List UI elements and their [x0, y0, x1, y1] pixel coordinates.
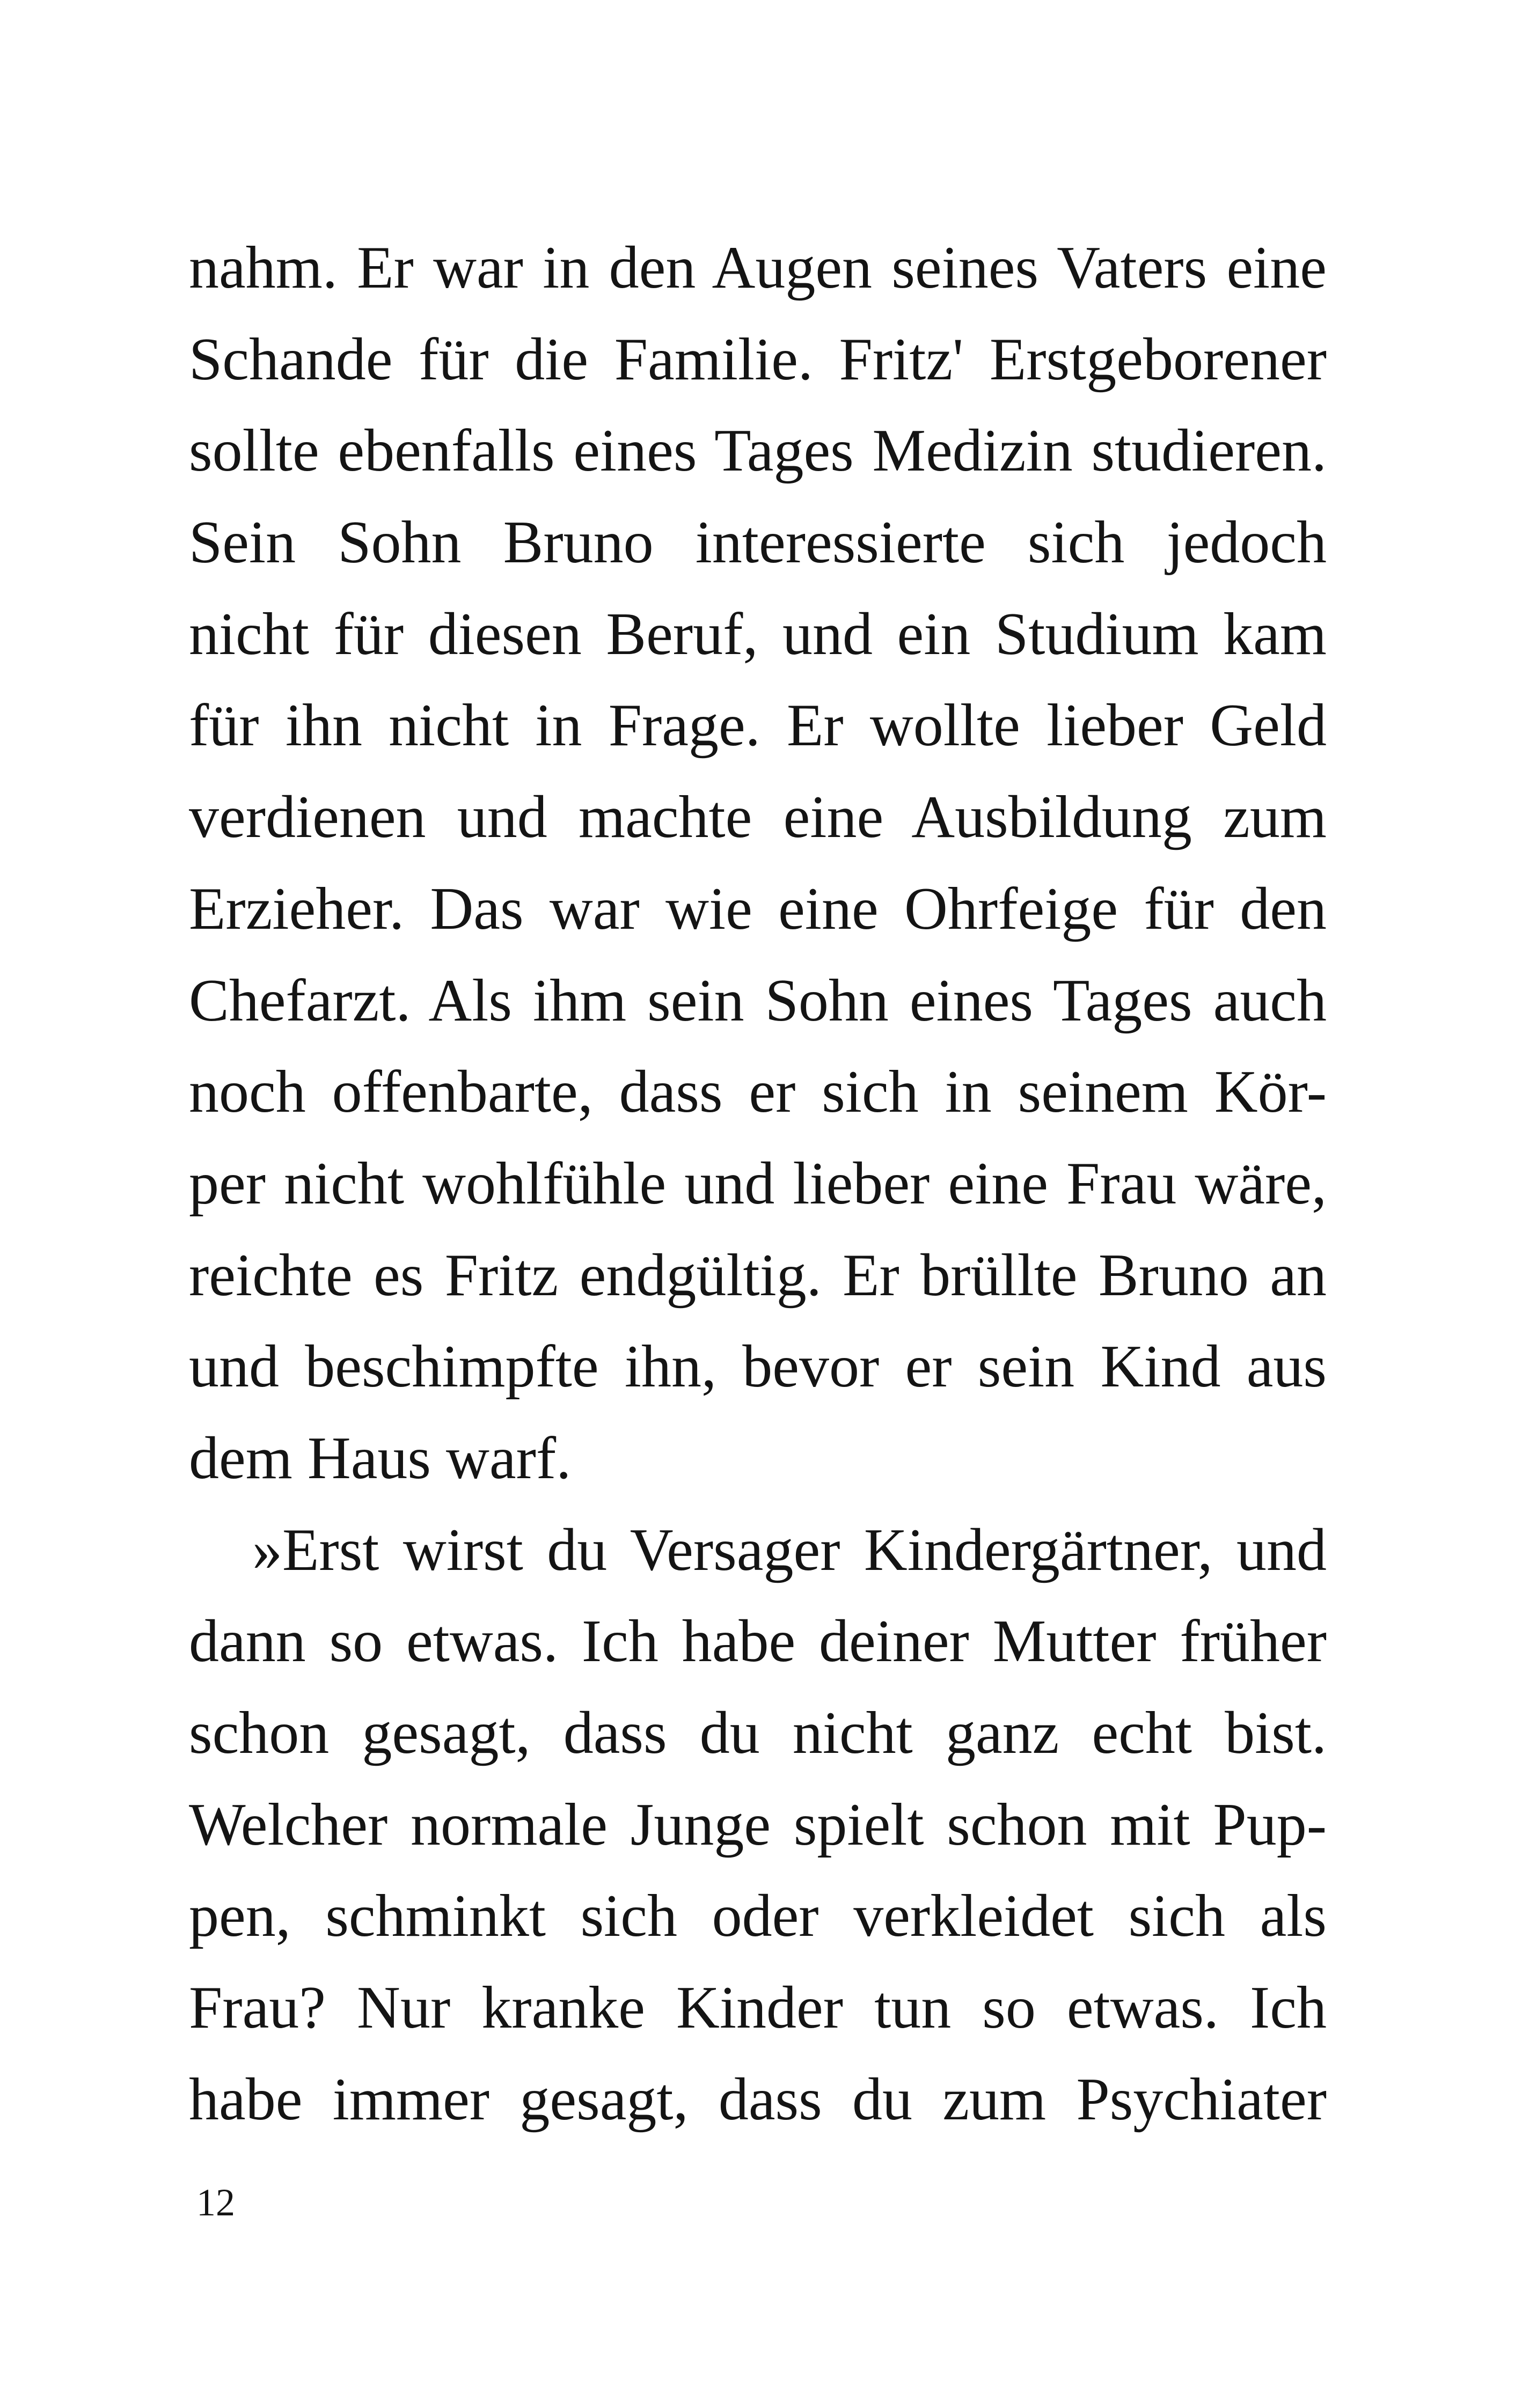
text-line: Frau? Nur kranke Kinder tun so etwas. Ich [189, 1974, 1327, 2042]
text-line: und beschimpfte ihn, bevor er sein Kind aus [189, 1333, 1327, 1400]
paragraph-1 [189, 222, 1327, 1504]
paragraph-2 [189, 1504, 1327, 2146]
text-line: habe immer gesagt, dass du zum Psychiater [189, 2066, 1327, 2133]
text-line-last: dem Haus warf. [189, 1425, 572, 1492]
text-line: nicht für diesen Beruf, und ein Studium kam [189, 600, 1327, 667]
text-line: schon gesagt, dass du nicht ganz echt bist. [189, 1700, 1327, 1766]
text-line: reichte es Fritz endgültig. Er brüllte Bruno an [189, 1242, 1327, 1309]
text-line: Welcher normale Junge spielt schon mit Pup- [189, 1791, 1327, 1858]
text-line: Schande für die Familie. Fritz' Erstgeborener [189, 326, 1327, 393]
body-text [189, 222, 1327, 2145]
text-line: Sein Sohn Bruno interessierte sich jedoch [189, 509, 1327, 576]
text-line: nahm. Er war in den Augen seines Vaters eine [189, 234, 1327, 301]
text-line: für ihn nicht in Frage. Er wollte lieber Geld [189, 692, 1327, 759]
text-line: dann so etwas. Ich habe deiner Mutter früher [189, 1608, 1327, 1675]
text-line: per nicht wohlfühle und lieber eine Frau wäre, [189, 1150, 1327, 1217]
text-line-indented: »Erst wirst du Versager Kindergärtner, und [252, 1516, 1327, 1583]
text-line: Erzieher. Das war wie eine Ohrfeige für den [189, 875, 1327, 942]
text-line: Chefarzt. Als ihm sein Sohn eines Tages auch [189, 967, 1327, 1034]
text-line: sollte ebenfalls eines Tages Medizin studieren. [189, 417, 1327, 484]
text-line: pen, schminkt sich oder verkleidet sich als [189, 1883, 1327, 1950]
page-number: 12 [196, 2181, 235, 2224]
text-line: verdienen und machte eine Ausbildung zum [189, 784, 1327, 851]
text-line: noch offenbarte, dass er sich in seinem Kör- [189, 1059, 1327, 1126]
